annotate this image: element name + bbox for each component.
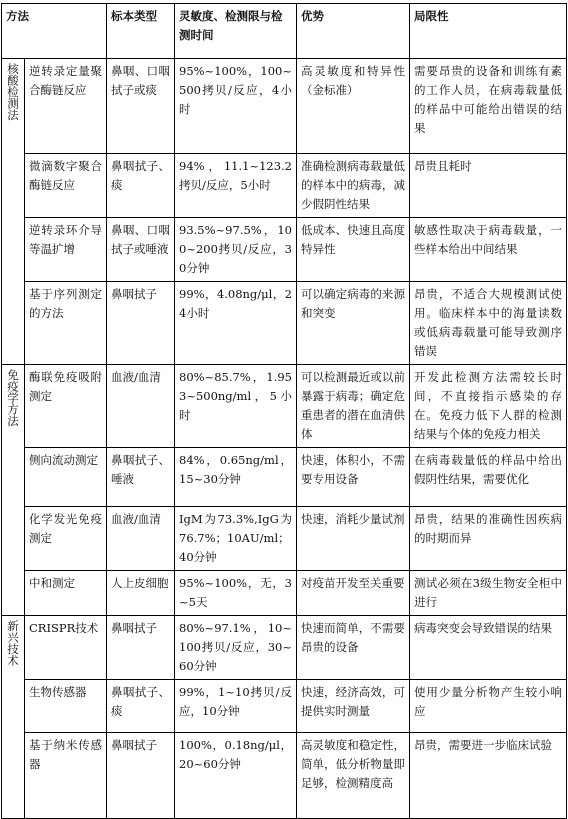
sample-type-cell: 鼻咽拭子、唾液 [107, 448, 175, 507]
table-row [2, 507, 567, 571]
sample-type-cell: 鼻咽拭子 [107, 616, 175, 680]
limitations-cell: 测试必须在3级生物安全柜中进行 [410, 571, 567, 616]
method-cell: 酶联免疫吸附测定 [25, 365, 107, 448]
sample-type-cell: 鼻咽拭子 [107, 282, 175, 365]
category-cell: 新兴技术 [2, 616, 25, 819]
sensitivity-cell: 93.5%~97.5%，100~200拷贝/反应，30分钟 [175, 218, 297, 282]
table-row [2, 571, 567, 616]
sensitivity-cell: 100%，0.18ng/μl，20~60分钟 [175, 733, 297, 819]
limitations-cell: 病毒突变会导致错误的结果 [410, 616, 567, 680]
limitations-cell: 昂贵，不适合大规模测试使用。临床样本中的海量读数或低病毒载量可能导致测序错误 [410, 282, 567, 365]
sensitivity-cell: 80%~97.1%，10~100拷贝/反应，30~60分钟 [175, 616, 297, 680]
category-cell: 免疫学方法 [2, 365, 25, 616]
sensitivity-cell: 80%~85.7%，1.953~500ng/ml，5小时 [175, 365, 297, 448]
method-cell: 生物传感器 [25, 680, 107, 733]
table-row [2, 218, 567, 282]
table-row [2, 365, 567, 448]
header-row [2, 4, 567, 59]
sample-type-cell: 血液/血清 [107, 365, 175, 448]
advantages-cell: 快速，经济高效，可提供实时测量 [297, 680, 410, 733]
sample-type-cell: 血液/血清 [107, 507, 175, 571]
advantages-cell: 低成本、快速且高度特异性 [297, 218, 410, 282]
limitations-cell: 昂贵，结果的准确性因疾病的时期而异 [410, 507, 567, 571]
sensitivity-cell: 94%，11.1~123.2拷贝/反应，5小时 [175, 154, 297, 218]
header-sample-type: 标本类型 [107, 4, 175, 59]
method-cell: 化学发光免疫测定 [25, 507, 107, 571]
table-row [2, 616, 567, 680]
category-cell: 核酸检测法 [2, 59, 25, 365]
limitations-cell: 敏感性取决于病毒载量，一些样本给出中间结果 [410, 218, 567, 282]
method-cell: 逆转录环介导等温扩增 [25, 218, 107, 282]
method-cell: 微滴数字聚合酶链反应 [25, 154, 107, 218]
method-cell: 逆转录定量聚合酶链反应 [25, 59, 107, 154]
limitations-cell: 使用少量分析物产生较小响应 [410, 680, 567, 733]
advantages-cell: 对疫苗开发至关重要 [297, 571, 410, 616]
limitations-cell: 需要昂贵的设备和训练有素的工作人员，在病毒载量低的样品中可能给出错误的结果 [410, 59, 567, 154]
method-cell: CRISPR技术 [25, 616, 107, 680]
table-row [2, 154, 567, 218]
sample-type-cell: 鼻咽拭子 [107, 733, 175, 819]
sample-type-cell: 鼻咽、口咽拭子或唾液 [107, 218, 175, 282]
sensitivity-cell: 99%，4.08ng/μl，24小时 [175, 282, 297, 365]
sensitivity-cell: IgM为73.3%,IgG为76.7%；10AU/ml；40分钟 [175, 507, 297, 571]
table-row [2, 448, 567, 507]
header-sensitivity: 灵敏度、检测限与检测时间 [175, 4, 297, 59]
advantages-cell: 快速，体积小，不需要专用设备 [297, 448, 410, 507]
header-method: 方法 [2, 4, 107, 59]
limitations-cell: 昂贵，需要进一步临床试验 [410, 733, 567, 819]
advantages-cell: 高灵敏度和特异性（金标准） [297, 59, 410, 154]
advantages-cell: 快速，消耗少量试剂 [297, 507, 410, 571]
advantages-cell: 可以检测最近或以前暴露于病毒；确定危重患者的潜在血清供体 [297, 365, 410, 448]
header-advantages: 优势 [297, 4, 410, 59]
sample-type-cell: 鼻咽拭子、痰 [107, 680, 175, 733]
table-row [2, 282, 567, 365]
header-limitations: 局限性 [410, 4, 567, 59]
method-cell: 基于纳米传感器 [25, 733, 107, 819]
advantages-cell: 准确检测病毒载量低的样本中的病毒，减少假阴性结果 [297, 154, 410, 218]
sensitivity-cell: 95%~100%，无，3~5天 [175, 571, 297, 616]
sensitivity-cell: 84%，0.65ng/ml，15~30分钟 [175, 448, 297, 507]
comparison-table [1, 3, 567, 819]
sensitivity-cell: 95%~100%，100~500拷贝/反应，4小时 [175, 59, 297, 154]
sensitivity-cell: 99%，1~10拷贝/反应，10分钟 [175, 680, 297, 733]
table-row [2, 59, 567, 154]
limitations-cell: 开发此检测方法需较长时间，不直接指示感染的存在。免疫力低下人群的检测结果与个体的免疫力相关 [410, 365, 567, 448]
sample-type-cell: 人上皮细胞 [107, 571, 175, 616]
method-cell: 中和测定 [25, 571, 107, 616]
method-cell: 基于序列测定的方法 [25, 282, 107, 365]
limitations-cell: 昂贵且耗时 [410, 154, 567, 218]
table-row [2, 733, 567, 819]
advantages-cell: 可以确定病毒的来源和突变 [297, 282, 410, 365]
table-row [2, 680, 567, 733]
limitations-cell: 在病毒载量低的样品中给出假阴性结果，需要优化 [410, 448, 567, 507]
advantages-cell: 高灵敏度和稳定性，简单，低分析物量即足够，检测精度高 [297, 733, 410, 819]
method-cell: 侧向流动测定 [25, 448, 107, 507]
sample-type-cell: 鼻咽、口咽拭子或痰 [107, 59, 175, 154]
table-body [2, 59, 567, 819]
sample-type-cell: 鼻咽拭子、痰 [107, 154, 175, 218]
advantages-cell: 快速而简单，不需要昂贵的设备 [297, 616, 410, 680]
